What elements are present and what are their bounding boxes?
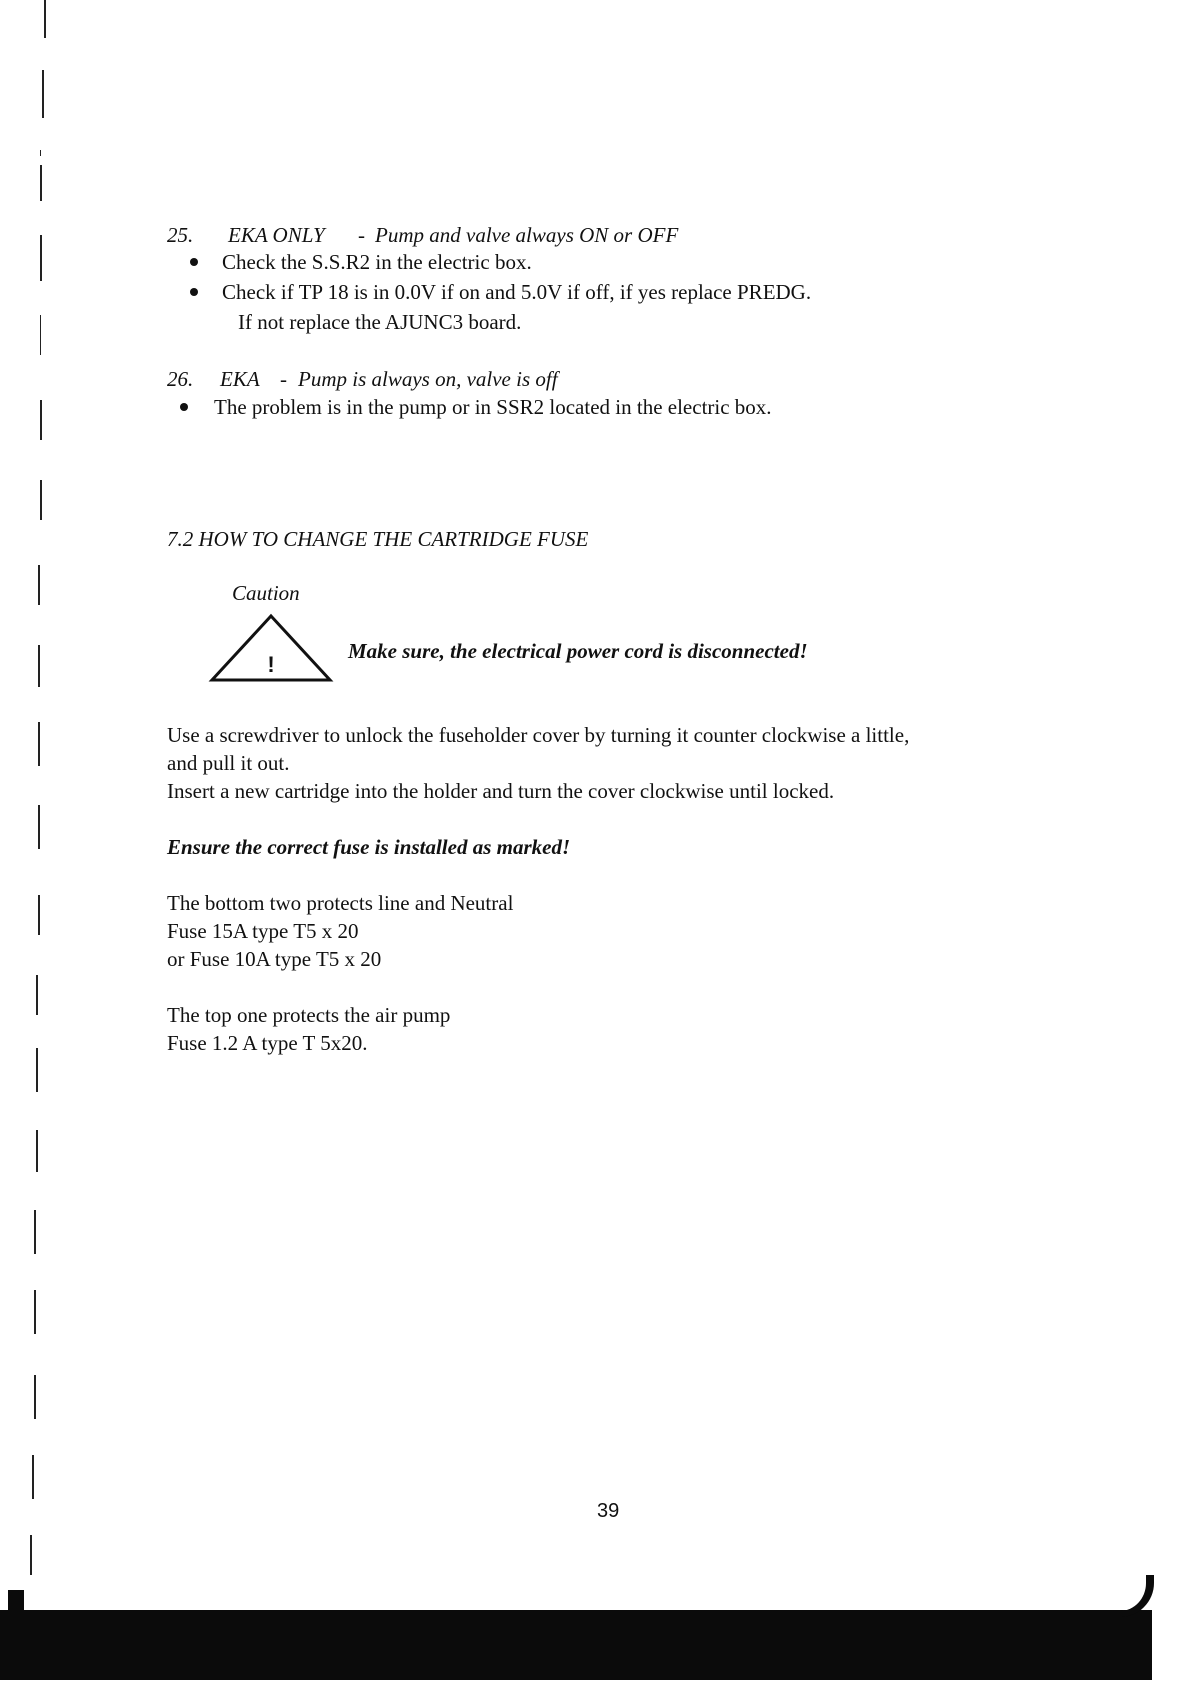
warning-text: Make sure, the electrical power cord is disconnected! [348,639,808,663]
item-25-bullet-1: Check the S.S.R2 in the electric box. [222,250,532,274]
item-26-dash: - [280,367,287,391]
bullet-icon [190,258,198,266]
scan-border-bottom [0,1610,1152,1680]
item-26-number: 26. [167,367,194,391]
item-25-dash: - [358,223,365,247]
item-25-bullet-2-continuation: If not replace the AJUNC3 board. [238,310,522,334]
bottom-fuses-line-3: or Fuse 10A type T5 x 20 [167,947,382,971]
instruction-paragraph-line-1: Use a screwdriver to unlock the fuseholder cover by turning it counter clockwise a little, [167,723,910,747]
item-25-subtitle: Pump and valve always ON or OFF [375,223,679,247]
section-title: 7.2 HOW TO CHANGE THE CARTRIDGE FUSE [167,527,589,551]
page-number: 39 [597,1500,620,1522]
warning-triangle-icon [208,612,334,684]
caution-label: Caution [232,581,300,605]
svg-text:!: ! [267,652,275,677]
bullet-icon [180,403,188,411]
item-25-heading: EKA ONLY [228,223,325,247]
item-26-subtitle: Pump is always on, valve is off [298,367,558,391]
ensure-note: Ensure the correct fuse is installed as marked! [167,835,571,859]
instruction-paragraph-2: Insert a new cartridge into the holder and turn the cover clockwise until locked. [167,779,835,803]
bottom-fuses-line-1: The bottom two protects line and Neutral [167,891,514,915]
top-fuse-line-1: The top one protects the air pump [167,1003,451,1027]
item-26-heading: EKA [220,367,260,391]
top-fuse-line-2: Fuse 1.2 A type T 5x20. [167,1031,368,1055]
instruction-paragraph-line-2: and pull it out. [167,751,290,775]
bottom-fuses-line-2: Fuse 15A type T5 x 20 [167,919,359,943]
bullet-icon [190,288,198,296]
item-25-bullet-2: Check if TP 18 is in 0.0V if on and 5.0V if off, if yes replace PREDG. [222,280,812,304]
item-26-bullet-1: The problem is in the pump or in SSR2 located in the electric box. [214,395,772,419]
item-25-number: 25. [167,223,194,247]
